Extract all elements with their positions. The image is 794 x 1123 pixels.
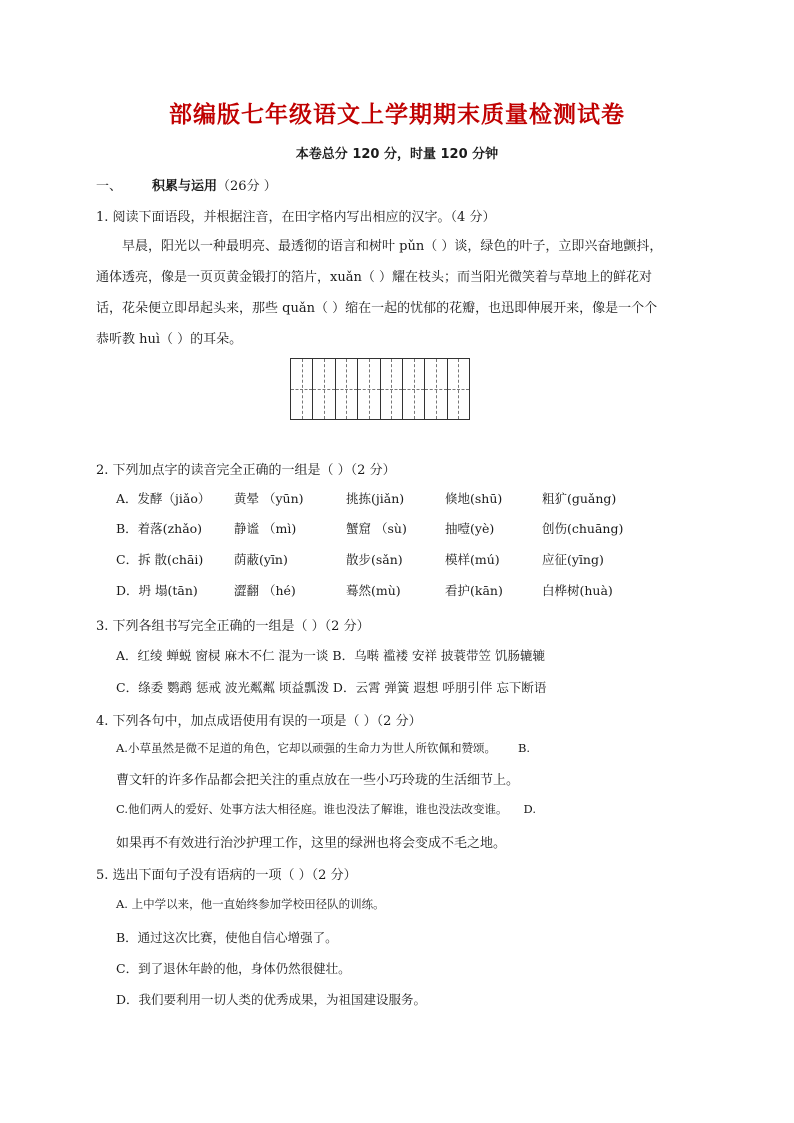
section-score: （26分 ） (217, 179, 277, 194)
question-5-option-c: C．到了退休年龄的他，身体仍然很健壮。 (116, 961, 351, 976)
question-4-stem: 4. 下列各句中，加点成语使用有误的一项是（ ）（2 分） (96, 714, 422, 729)
grid-cell[interactable] (358, 359, 380, 419)
passage-line: 早晨，阳光以一种最明亮、最透彻的语言和树叶 pǔn（ ）谈，绿色的叶子，立即兴奋地颤抖， (122, 239, 663, 254)
grid-cell[interactable] (291, 359, 313, 419)
option-a-text: A.小草虽然是微不足道的角色，它却以顽强的生命力为世人所钦佩和赞颂。 (116, 741, 496, 755)
option-b-2: 静谧 （mì) (234, 521, 297, 536)
question-3-row-1: A．红绫 蝉蜕 窗棂 麻木不仁 混为一谈 B．乌啭 褴褛 安祥 披蓑带笠 饥肠辘辘 (116, 648, 545, 663)
grid-cell[interactable] (403, 359, 425, 419)
section-heading (96, 175, 277, 194)
option-b-5: 创伤(chuāng) (542, 521, 624, 536)
option-b-4: 抽噎(yè) (445, 521, 495, 536)
question-4-option-d: 如果再不有效进行治沙护理工作，这里的绿洲也将会变成不毛之地。 (116, 836, 507, 851)
grid-cell[interactable] (448, 359, 469, 419)
question-3-row-2: C．绦委 鹦鹉 惩戒 波光粼粼 顷益瓢泼 D．云霄 弹簧 遐想 呼朋引伴 忘下断语 (116, 680, 547, 695)
option-d-3: 蓦然(mù) (346, 583, 401, 598)
question-1-passage (96, 231, 701, 355)
question-5-option-a: A. 上中学以来，他一直始终参加学校田径队的训练。 (116, 897, 385, 911)
passage-line: 恭听教 huì（ ）的耳朵。 (96, 332, 243, 347)
option-a-3: 挑拣(jiǎn) (346, 491, 405, 506)
option-d-5: 白桦树(huà) (542, 583, 613, 598)
grid-cell[interactable] (425, 359, 447, 419)
passage-line: 话，花朵便立即昂起头来，那些 quǎn（ ）缩在一起的忧郁的花瓣，也迅即伸展开来，像是一个个 (96, 301, 658, 316)
option-a-2: 黄晕 （yūn) (234, 491, 304, 506)
question-4-option-c (116, 801, 536, 817)
option-c-1: C．拆 散(chāi) (116, 552, 204, 567)
option-c-4: 模样(mú) (445, 552, 500, 567)
grid-cell[interactable] (313, 359, 335, 419)
passage-line: 通体透亮，像是一页页黄金锻打的箔片，xuǎn（ ）耀在枝头；而当阳光微笑着与草地上的鲜花对 (96, 270, 652, 285)
question-3-stem: 3. 下列各组书写完全正确的一组是（ ）（2 分） (96, 619, 370, 634)
option-c-text: C.他们两人的爱好、处事方法大相径庭。谁也没法了解谁，谁也没法改变谁。 (116, 802, 508, 816)
question-5-option-b: B．通过这次比赛，使他自信心增强了。 (116, 930, 338, 945)
question-4-option-b: 曹文轩的许多作品都会把关注的重点放在一些小巧玲珑的生活细节上。 (116, 773, 520, 788)
option-b-1: B．着落(zhǎo) (116, 521, 203, 536)
option-d-1: D．坍 塌(tān) (116, 583, 198, 598)
option-c-2: 荫蔽(yīn) (234, 552, 288, 567)
grid-cell[interactable] (381, 359, 403, 419)
option-b-label: B. (517, 741, 531, 755)
question-4-option-a (116, 740, 530, 756)
option-a-5: 粗犷(guǎng) (542, 491, 617, 506)
option-a-1: A．发酵（jiǎo） (116, 491, 211, 506)
option-c-5: 应征(yīng) (542, 552, 604, 567)
option-d-4: 看护(kān) (445, 583, 503, 598)
option-c-3: 散步(sǎn) (346, 552, 403, 567)
question-5-option-d: D．我们要利用一切人类的优秀成果，为祖国建设服务。 (116, 992, 427, 1007)
question-1-stem: 1. 阅读下面语段，并根据注音，在田字格内写出相应的汉字。（4 分） (96, 210, 496, 225)
option-d-2: 澀翻 （hé) (234, 583, 296, 598)
tianzige-grid[interactable] (290, 358, 470, 420)
page-title: 部编版七年级语文上学期期末质量检测试卷 (169, 102, 625, 128)
option-b-3: 蟹窟 （sù) (346, 521, 407, 536)
exam-subtitle: 本卷总分 120 分，时量 120 分钟 (295, 147, 499, 162)
section-name: 积累与运用 (152, 179, 218, 194)
question-2-stem: 2. 下列加点字的读音完全正确的一组是（ ）（2 分） (96, 463, 396, 478)
question-5-stem: 5. 选出下面句子没有语病的一项（ ）（2 分） (96, 868, 357, 883)
option-d-label: D. (523, 802, 537, 816)
grid-cell[interactable] (336, 359, 358, 419)
section-number: 一、 (96, 179, 123, 194)
option-a-4: 倏地(shū) (445, 491, 503, 506)
